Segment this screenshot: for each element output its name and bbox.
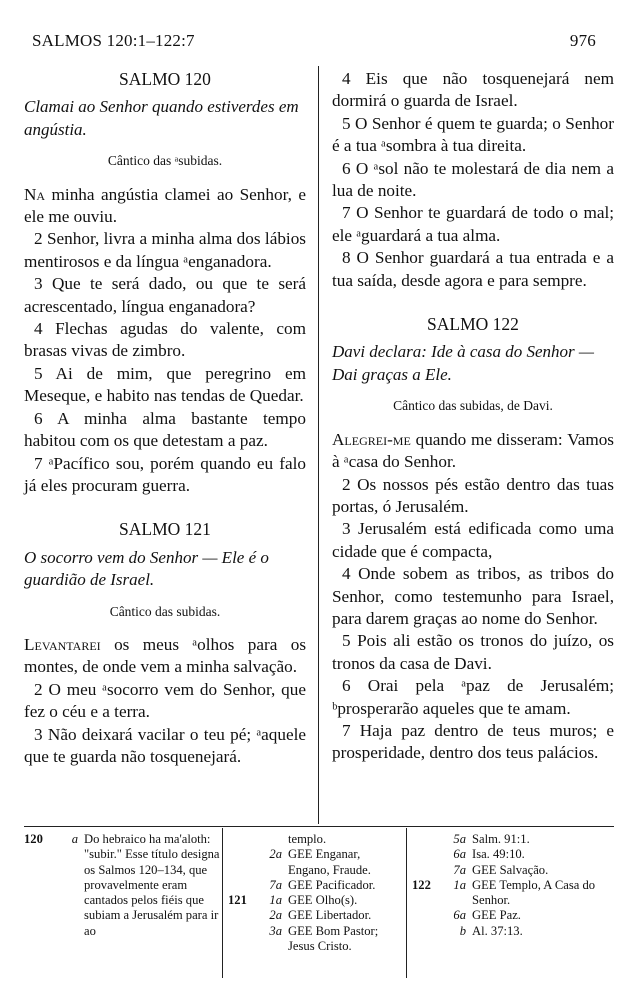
footnote-chapter xyxy=(412,832,442,847)
footnote-entry xyxy=(228,908,404,923)
footnote-ref: 5a xyxy=(453,832,466,846)
footnote-chapter xyxy=(228,832,258,847)
footnote-chapter xyxy=(412,847,442,862)
psalm-122-verse-7: 7 Haja paz dentro de teus muros; e prosperidade, dentro dos teus palácios. xyxy=(332,720,614,763)
footnote-ref: 3a xyxy=(269,923,282,938)
psalm-120-verse-4: 4 Flechas agudas do valente, com brasas vivas de zimbro. xyxy=(24,319,306,361)
footnote-ref: 7a xyxy=(453,862,466,877)
psalm-120-verse-6: 6 A minha alma bastante tempo habitou com os que detestam a paz. xyxy=(24,408,306,451)
psalm-122-verse-4: 4 Onde sobem as tribos, as tribos do Senhor, como testemunho para Israel, para darem graças ao nome do Senhor. xyxy=(332,564,614,628)
footnote-entry xyxy=(412,908,614,923)
footnote-rule xyxy=(24,826,614,827)
page-number: 976 xyxy=(569,31,596,50)
psalm-121-verse-1: Levantarei os meus ᵃolhos para os montes, de onde vem a minha salvação. xyxy=(24,634,307,677)
footnote-chapter xyxy=(412,924,442,939)
psalm-120-verse-5: 5 Ai de mim, que peregrino em Meseque, e habito nas tendas de Quedar. xyxy=(24,363,306,406)
psalm-122-verse-1: Alegrei-me quando me disseram: Vamos à ᵃcasa do Senhor. xyxy=(332,429,614,472)
footnote-text: GEE Bom Pastor; Jesus Cristo. xyxy=(288,923,379,954)
running-head-reference: SALMOS 120:1–122:7 xyxy=(32,31,195,50)
psalm-122-verse-5: 5 Pois ali estão os tronos do juízo, os tronos da casa de Davi. xyxy=(332,631,614,673)
footnote-chapter xyxy=(412,863,442,878)
footnote-text: Salm. 91:1. xyxy=(472,832,530,846)
psalm-120-first-word: Na xyxy=(24,184,46,204)
footnote-text: Al. 37:13. xyxy=(472,923,523,938)
footnote-chapter: 121 xyxy=(228,893,247,908)
footnote-ref: 1a xyxy=(269,893,282,908)
footnote-text: GEE Paz. xyxy=(472,908,521,923)
left-column xyxy=(24,68,306,768)
footnote-text: GEE Enganar, Engano, Fraude. xyxy=(288,847,371,877)
footnote-text: GEE Templo, A Casa do Senhor. xyxy=(472,877,596,908)
psalm-122-verse-3: 3 Jerusalém está edificada como uma cidade que é compacta, xyxy=(332,519,614,561)
column-divider xyxy=(318,66,319,824)
psalm-120-title: SALMO 120 xyxy=(119,69,211,89)
footnote-text: Isa. 49:10. xyxy=(472,847,525,862)
footnote-text: templo. xyxy=(288,832,327,846)
psalm-122-summary: Davi declara: Ide à casa do Senhor — Dai graças a Ele. xyxy=(332,342,595,384)
footnote-entry xyxy=(412,832,614,847)
footnote-ref: 2a xyxy=(269,908,282,923)
footnote-ref: 2a xyxy=(269,847,282,862)
footnote-entry xyxy=(412,878,614,909)
footnote-divider-2 xyxy=(406,828,407,978)
psalm-120-verse-2: 2 Senhor, livra a minha alma dos lábios mentirosos e da língua ᵃenganadora. xyxy=(24,229,306,271)
psalm-120-heading: Cântico das ᵃsubidas. xyxy=(107,153,223,169)
footnote-divider-1 xyxy=(222,828,223,978)
psalm-121-verse-8: 8 O Senhor guardará a tua entrada e a tua saída, desde agora e para sempre. xyxy=(332,248,614,290)
footnote-text: GEE Olho(s). xyxy=(288,893,358,908)
psalm-122-title: SALMO 122 xyxy=(427,314,519,335)
psalm-122-first-word: Alegrei-me xyxy=(332,429,411,449)
psalm-122-heading: Cântico das subidas, de Davi. xyxy=(393,398,553,414)
footnotes-column-1 xyxy=(24,832,220,939)
footnote-text: GEE Libertador. xyxy=(288,908,372,923)
running-head xyxy=(32,31,596,51)
footnote-120-1a: 120 a Do hebraico ha ma'aloth: "subir." Esse título designa os Salmos 120–134, que provavelmente eram cantados pelos fiéis que subiam a Jerusalém para ir ao xyxy=(24,832,220,938)
footnote-ref: 7a xyxy=(269,877,282,892)
footnote-chapter xyxy=(228,908,258,923)
psalm-121-verse-7: 7 O Senhor te guardará de todo o mal; ele ᵃguardará a tua alma. xyxy=(332,203,614,245)
footnote-ref: 1a xyxy=(453,877,466,892)
footnote-entry xyxy=(412,924,614,939)
psalm-120-verse-3: 3 Que te será dado, ou que te será acrescentado, língua enganadora? xyxy=(24,274,306,316)
footnote-entry xyxy=(228,878,404,893)
footnote-ref: 6a xyxy=(453,908,466,923)
footnotes-column-2 xyxy=(228,832,404,954)
footnote-chapter: 122 xyxy=(412,877,431,892)
psalm-121-verse-6: 6 O ᵃsol não te molestará de dia nem a lua de noite. xyxy=(332,158,614,201)
footnote-chapter xyxy=(412,908,442,923)
footnote-ref xyxy=(258,832,288,847)
footnote-entry xyxy=(228,924,404,955)
psalm-121-verse-2: 2 O meu ᵃsocorro vem do Senhor, que fez o céu e a terra. xyxy=(24,679,306,722)
psalm-121-first-word: Levantarei xyxy=(24,634,101,654)
psalm-122-verse-2: 2 Os nossos pés estão dentro das tuas portas, ó Jerusalém. xyxy=(332,474,614,516)
footnote-chapter xyxy=(228,878,258,893)
footnotes-column-3 xyxy=(412,832,614,939)
footnote-entry xyxy=(412,847,614,862)
footnote-ref: b xyxy=(459,923,466,938)
footnote-entry xyxy=(412,863,614,878)
psalm-122-verse-6: 6 Orai pela ᵃpaz de Jerusalém; ᵇprosperarão aqueles que te amam. xyxy=(332,676,614,718)
psalm-121-heading: Cântico das subidas. xyxy=(109,603,221,619)
footnote-entry xyxy=(228,832,404,847)
psalm-121-verse-4: 4 Eis que não tosquenejará nem dormirá o guarda de Israel. xyxy=(332,69,614,111)
footnote-chapter xyxy=(228,924,258,955)
footnote-ref: 6a xyxy=(453,847,466,862)
psalm-121-verse-5: 5 O Senhor é quem te guarda; o Senhor é a tua ᵃsombra à tua direita. xyxy=(332,113,614,156)
psalm-121-verse-3: 3 Não deixará vacilar o teu pé; ᵃaquele que te guarda não tosquenejará. xyxy=(24,724,306,766)
psalm-120-verse-7: 7 ᵃPacífico sou, porém quando eu falo já eles procuram guerra. xyxy=(24,453,306,495)
footnote-entry xyxy=(228,893,404,908)
footnote-text: GEE Pacificador. xyxy=(288,877,376,892)
footnote-chapter xyxy=(228,847,258,878)
right-column xyxy=(332,68,614,765)
psalm-120-summary: Clamai ao Senhor quando estiverdes em angústia. xyxy=(24,97,299,139)
psalm-121-summary: O socorro vem do Senhor — Ele é o guardião de Israel. xyxy=(24,547,269,590)
footnote-entry xyxy=(228,847,404,878)
psalm-121-title: SALMO 121 xyxy=(119,519,211,540)
footnote-text: GEE Salvação. xyxy=(472,862,549,877)
psalm-120-verse-1: Na minha angústia clamei ao Senhor, e ele me ouviu. xyxy=(24,184,306,227)
